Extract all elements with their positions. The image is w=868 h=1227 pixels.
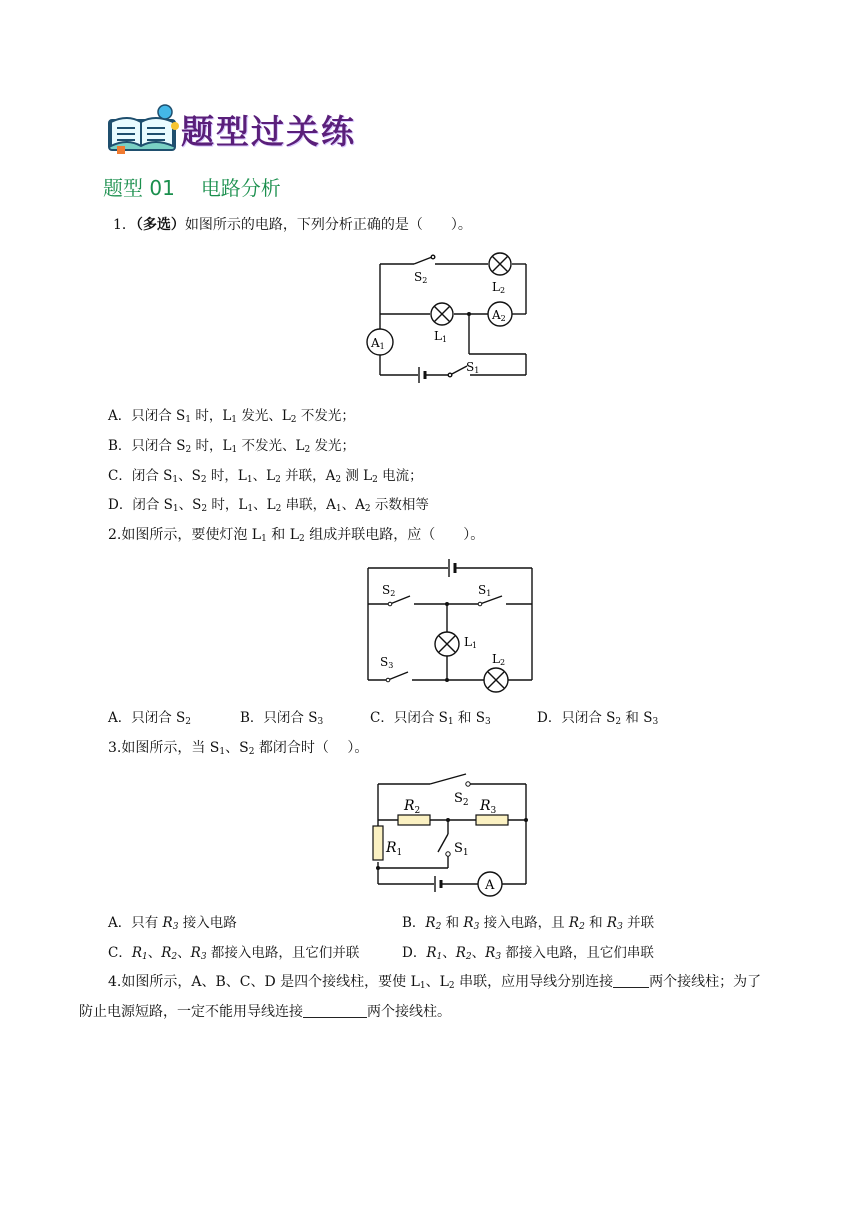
q1-stem: 1．（多选）如图所示的电路，下列分析正确的是（ ）。 bbox=[113, 217, 472, 233]
svg-text:R3: $R_3$ bbox=[480, 798, 497, 816]
resistor-r1-icon bbox=[373, 826, 383, 860]
svg-text:S1: S1 bbox=[478, 583, 492, 598]
section-number: 题型 01 bbox=[103, 176, 175, 200]
svg-text:R1: $R_1$ bbox=[386, 840, 403, 858]
svg-text:S2: $S_2$ bbox=[454, 791, 469, 808]
svg-text:L1: L1 bbox=[434, 329, 448, 344]
q1-option-a: A．只闭合 $S_1$ 时，$L_1$ 发光、$L_2$ 不发光； bbox=[108, 408, 355, 425]
q2-stem: 2.如图所示，要使灯泡 $L_1$ 和 $L_2$ 组成并联电路，应（ ）。 bbox=[108, 527, 485, 544]
lamp-l2-icon bbox=[489, 253, 511, 275]
svg-text:S1: S1 bbox=[466, 360, 480, 375]
svg-text:S2: S2 bbox=[414, 270, 428, 285]
q1-circuit-diagram bbox=[362, 248, 542, 384]
q1-option-d: D．闭合 $S_1$、$S_2$ 时，$L_1$、$L_2$ 串联，$A_1$、$A_2$ 示数相等 bbox=[108, 497, 429, 514]
svg-text:S3: S3 bbox=[380, 655, 394, 670]
q3-option-b: B．$R_2$ 和 $R_3$ 接入电路，且 $R_2$ 和 $R_3$ 并联 bbox=[402, 915, 655, 932]
q2-option-b: B．只闭合 $S_3$ bbox=[240, 710, 324, 727]
svg-text:L1: L1 bbox=[464, 635, 478, 650]
banner-title: 题型过关练 bbox=[181, 112, 356, 151]
resistor-r3-icon bbox=[476, 815, 508, 825]
svg-text:A: A bbox=[485, 878, 495, 893]
answer-blank-1[interactable] bbox=[613, 973, 649, 988]
lamp-l2-icon bbox=[484, 668, 508, 692]
section-name: 电路分析 bbox=[200, 176, 281, 200]
q1-option-b: B．只闭合 $S_2$ 时，$L_1$ 不发光、$L_2$ 发光； bbox=[108, 438, 355, 455]
q4-stem-line2: 防止电源短路，一定不能用导线连接 两个接线柱。 bbox=[79, 1004, 451, 1020]
q3-stem: 3.如图所示，当 $S_1$、$S_2$ 都闭合时（ ）。 bbox=[108, 740, 369, 757]
svg-text:A2: A2 bbox=[492, 308, 506, 323]
lamp-l1-icon bbox=[435, 632, 459, 656]
q3-circuit-diagram bbox=[366, 770, 532, 900]
svg-text:A1: A1 bbox=[371, 336, 385, 351]
svg-text:S2: S2 bbox=[382, 583, 396, 598]
lamp-l1-icon bbox=[431, 303, 453, 325]
q2-option-d: D．只闭合 $S_2$ 和 $S_3$ bbox=[537, 710, 659, 727]
q3-option-d: D．$R_1$、$R_2$、$R_3$ 都接入电路，且它们串联 bbox=[402, 945, 654, 962]
q3-option-c: C．$R_1$、$R_2$、$R_3$ 都接入电路，且它们并联 bbox=[108, 945, 360, 962]
section-title bbox=[103, 172, 281, 201]
book-icon bbox=[103, 100, 183, 156]
svg-text:L2: L2 bbox=[492, 652, 506, 667]
q1-option-c: C．闭合 $S_1$、$S_2$ 时，$L_1$、$L_2$ 并联，$A_2$ 测 $L_2$ 电流； bbox=[108, 468, 423, 485]
section-banner bbox=[103, 100, 403, 156]
svg-text:L2: L2 bbox=[492, 280, 506, 295]
q3-option-a: A．只有 $R_3$ 接入电路 bbox=[108, 915, 237, 932]
svg-text:R2: $R_2$ bbox=[404, 798, 421, 816]
svg-text:S1: $S_1$ bbox=[454, 841, 469, 858]
answer-blank-2[interactable] bbox=[303, 1003, 367, 1018]
q2-circuit-diagram bbox=[360, 556, 544, 696]
q2-option-c: C．只闭合 $S_1$ 和 $S_3$ bbox=[370, 710, 491, 727]
q4-stem-line1: 4.如图所示，A、B、C、D 是四个接线柱，要使 $L_1$、$L_2$ 串联，应用导线分别连接 两个接线柱；为了 bbox=[108, 974, 762, 991]
q2-option-a: A．只闭合 $S_2$ bbox=[108, 710, 192, 727]
resistor-r2-icon bbox=[398, 815, 430, 825]
